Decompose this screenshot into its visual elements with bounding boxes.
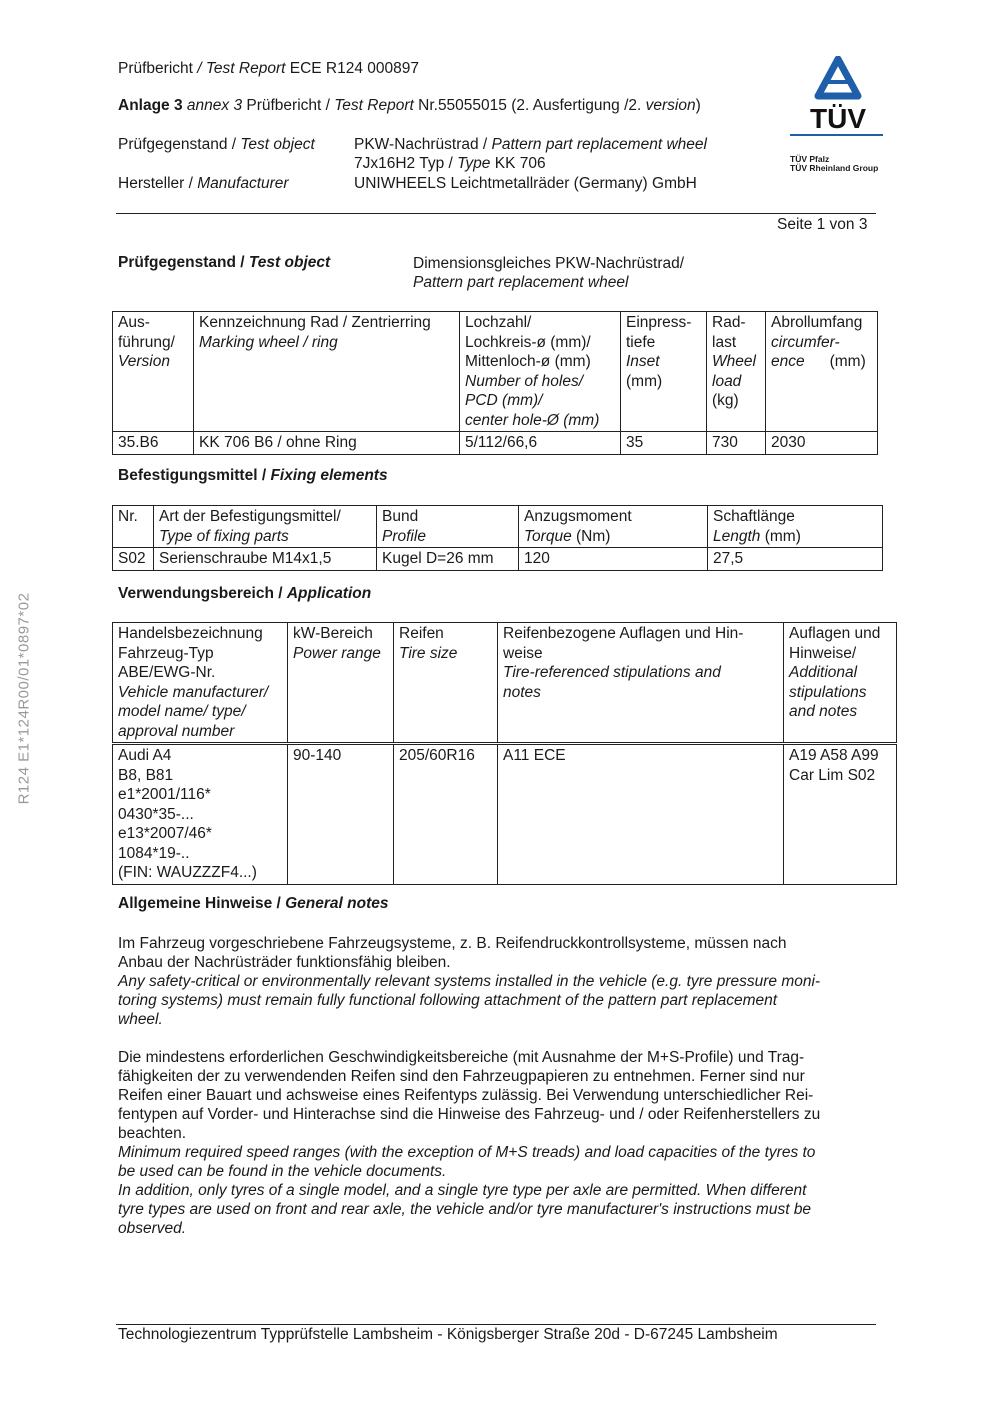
note-en-2: Minimum required speed ranges (with the exception of M+S treads) and load capacities of the tyres to be used can be found in the vehicle documents.: [118, 1144, 816, 1180]
tuv-sub2: TÜV Rheinland Group: [790, 163, 879, 173]
note-de-1: Im Fahrzeug vorgeschriebene Fahrzeugsysteme, z. B. Reifendruckkontrollsysteme, müssen nach Anbau der Nachrüsträder funktionsfähig bleiben.: [118, 935, 787, 971]
svg-text:TÜV: TÜV: [810, 103, 866, 134]
fixing-heading: Befestigungsmittel / Fixing elements: [118, 467, 388, 484]
wheel-table: [112, 311, 878, 455]
header-cell: Auflagen und Hinweise/ Additional stipulations and notes: [784, 623, 897, 744]
table-cell: 35: [621, 432, 707, 455]
table-cell: 5/112/66,6: [460, 432, 621, 455]
table-cell: Serienschraube M14x1,5: [154, 548, 377, 571]
tuv-sub1: TÜV Pfalz: [790, 154, 830, 164]
header-divider: [116, 213, 876, 214]
fixing-table: [112, 505, 883, 571]
footer-address: Technologiezentrum Typprüfstelle Lambsheim - Königsberger Straße 20d - D-67245 Lambsheim: [118, 1326, 778, 1343]
table-cell: Kugel D=26 mm: [377, 548, 519, 571]
header-cell: kW-Bereich Power range: [288, 623, 394, 744]
table-cell: 2030: [766, 432, 878, 455]
table-cell: S02: [113, 548, 154, 571]
header-cell: Einpress- tiefe Inset (mm): [621, 312, 707, 432]
general-heading: Allgemeine Hinweise / General notes: [118, 895, 389, 912]
table-cell: A19 A58 A99 Car Lim S02: [784, 744, 897, 885]
annex-line: Anlage 3 annex 3 Prüfbericht / Test Report Nr.55055015 (2. Ausfertigung /2. version): [118, 97, 701, 114]
table-header-row: [113, 506, 883, 548]
header-cell: Art der Befestigungsmittel/ Type of fixing parts: [154, 506, 377, 548]
header-cell: Anzugsmoment Torque (Nm): [519, 506, 708, 548]
table-cell: 730: [707, 432, 766, 455]
table-row: [113, 548, 883, 571]
footer-divider: [116, 1324, 876, 1325]
header-cell: Rad- last Wheel load (kg): [707, 312, 766, 432]
tuv-logo: [790, 56, 886, 173]
header-cell: Bund Profile: [377, 506, 519, 548]
note-en-1: Any safety-critical or environmentally relevant systems installed in the vehicle (e.g. tyre pressure moni- toring systems) must remain fully functional following attachment of the pattern part replacement wheel.: [118, 973, 821, 1028]
test-object-heading: Prüfgegenstand / Test object: [118, 254, 331, 271]
object-value-1: PKW-Nachrüstrad / Pattern part replacement wheel: [354, 136, 707, 153]
table-row: [113, 744, 897, 885]
table-row: [113, 432, 878, 455]
object-value-2: 7Jx16H2 Typ / Type KK 706: [354, 155, 546, 172]
note-de-2: Die mindestens erforderlichen Geschwindigkeitsbereiche (mit Ausnahme der M+S-Profile) und Trag- fähigkeiten der zu verwendenden Reifen sind den Fahrzeugpapieren zu entnehmen. Ferner sind nur Reifen einer Bauart und achsweise eines Reifentyps zulässig. Bei Verwendung unterschiedlicher Rei- fentypen auf Vorder- und Hinterachse sind die Hinweise des Fahrzeug- und / oder Reifenherstellers zu beachten.: [118, 1049, 821, 1142]
test-object-value: Dimensionsgleiches PKW-Nachrüstrad/ Pattern part replacement wheel: [413, 255, 685, 291]
manufacturer-label: Hersteller / Manufacturer: [118, 175, 289, 192]
object-label: Prüfgegenstand / Test object: [118, 136, 315, 153]
table-cell: 120: [519, 548, 708, 571]
page-number: Seite 1 von 3: [777, 216, 868, 233]
table-cell: 90-140: [288, 744, 394, 885]
tuv-triangle-icon: [790, 56, 886, 136]
header-cell: Kennzeichnung Rad / Zentrierring Marking wheel / ring: [194, 312, 460, 432]
application-heading: Verwendungsbereich / Application: [118, 585, 372, 602]
header-cell: Schaftlänge Length (mm): [708, 506, 883, 548]
header-cell: Reifen Tire size: [394, 623, 498, 744]
manufacturer-value: UNIWHEELS Leichtmetallräder (Germany) GmbH: [354, 175, 697, 192]
table-cell: A11 ECE: [498, 744, 784, 885]
side-reference: R124 E1*124R00/01*0897*02: [15, 592, 33, 805]
report-title-line: Prüfbericht / Test Report ECE R124 000897: [118, 60, 420, 77]
note-en-3: In addition, only tyres of a single model, and a single tyre type per axle are permitted. When different tyre types are used on front and rear axle, the vehicle and/or tyre manufacturer's instructions must be observed.: [118, 1182, 812, 1237]
header-cell: Abrollumfang circumfer- ence (mm): [766, 312, 878, 432]
table-header-row: [113, 312, 878, 432]
table-cell: KK 706 B6 / ohne Ring: [194, 432, 460, 455]
application-table: [112, 622, 897, 885]
header-cell: Handelsbezeichnung Fahrzeug-Typ ABE/EWG-Nr. Vehicle manufacturer/ model name/ type/ approval number: [113, 623, 288, 744]
table-cell: Audi A4 B8, B81 e1*2001/116* 0430*35-... e13*2007/46* 1084*19-.. (FIN: WAUZZZF4...): [113, 744, 288, 885]
header-cell: Lochzahl/ Lochkreis-ø (mm)/ Mittenloch-ø (mm) Number of holes/ PCD (mm)/ center hole-Ø (mm): [460, 312, 621, 432]
general-notes: [118, 934, 898, 1238]
table-header-row: [113, 623, 897, 744]
table-cell: 35.B6: [113, 432, 194, 455]
table-cell: 205/60R16: [394, 744, 498, 885]
header-cell: Nr.: [113, 506, 154, 548]
header-cell: Aus- führung/ Version: [113, 312, 194, 432]
table-cell: 27,5: [708, 548, 883, 571]
header-cell: Reifenbezogene Auflagen und Hin- weise Tire-referenced stipulations and notes: [498, 623, 784, 744]
